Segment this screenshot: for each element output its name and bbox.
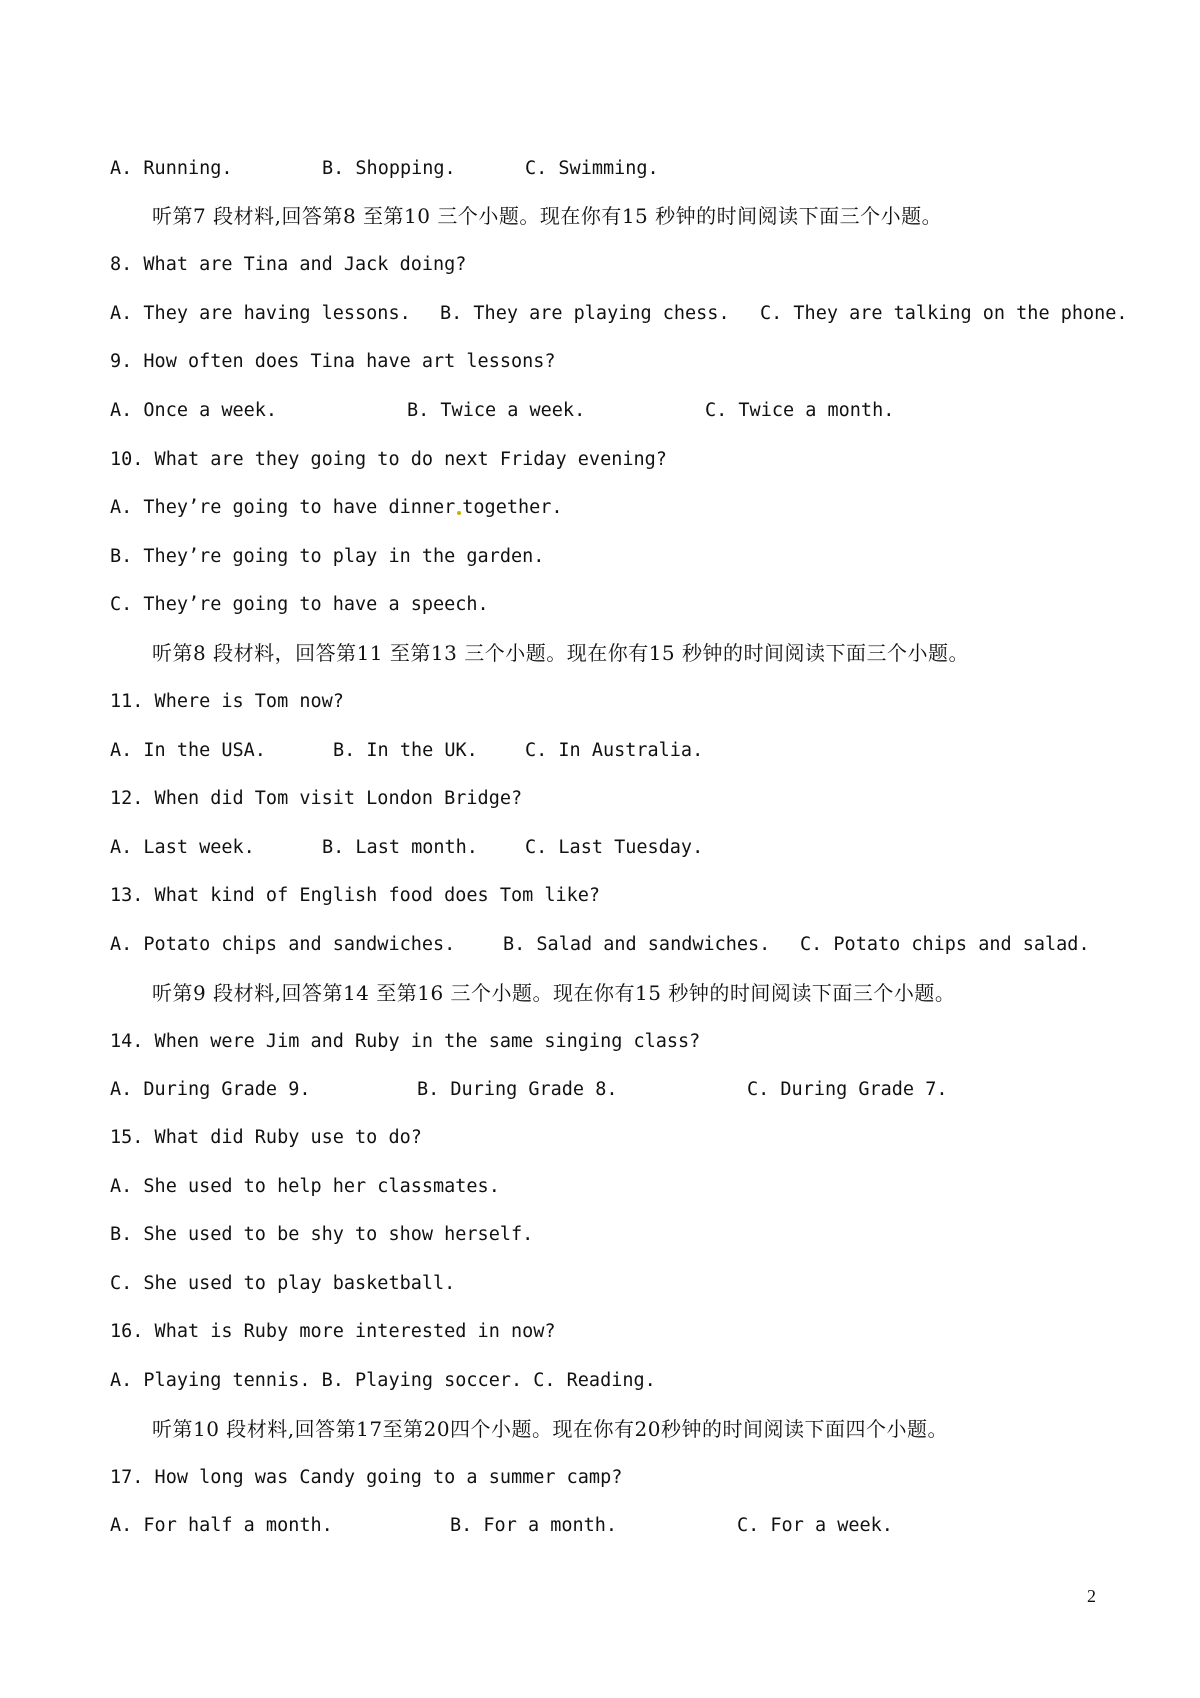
- q17-option-c: C. For a week.: [737, 1515, 893, 1536]
- q13-question: 13. What kind of English food does Tom like?: [110, 885, 601, 906]
- q13-option-a: A. Potato chips and sandwiches.: [110, 934, 456, 955]
- q7-option-a: A. Running.: [110, 158, 233, 179]
- q10-option-a-end: together.: [462, 497, 563, 518]
- section-7-instruction: 听第7 段材料,回答第8 至第10 三个小题。现在你有15 秒钟的时间阅读下面三个小题。: [152, 204, 943, 228]
- q8-option-a: A. They are having lessons.: [110, 303, 411, 324]
- q7-option-b: B. Shopping.: [322, 158, 456, 179]
- section-8-instruction: 听第8 段材料，回答第11 至第13 三个小题。现在你有15 秒钟的时间阅读下面三个小题。: [152, 641, 970, 665]
- q15-option-b: B. She used to be shy to show herself.: [110, 1224, 534, 1245]
- q7-option-c: C. Swimming.: [525, 158, 659, 179]
- q15-question: 15. What did Ruby use to do?: [110, 1127, 422, 1148]
- q8-question: 8. What are Tina and Jack doing?: [110, 254, 467, 275]
- q11-option-c: C. In Australia.: [525, 740, 704, 761]
- q9-question: 9. How often does Tina have art lessons?: [110, 351, 556, 372]
- highlight-mark: [457, 511, 461, 515]
- q16-question: 16. What is Ruby more interested in now?: [110, 1321, 556, 1342]
- q14-option-c: C. During Grade 7.: [747, 1079, 948, 1100]
- q17-option-b: B. For a month.: [450, 1515, 618, 1536]
- q10-option-a: [110, 496, 563, 520]
- q16-options: A. Playing tennis. B. Playing soccer. C. Reading.: [110, 1370, 656, 1391]
- q9-option-b: B. Twice a week.: [407, 400, 586, 421]
- q17-option-a: A. For half a month.: [110, 1515, 333, 1536]
- section-10-instruction: 听第10 段材料,回答第17至第20四个小题。现在你有20秒钟的时间阅读下面四个小题。: [152, 1417, 949, 1441]
- q14-option-a: A. During Grade 9.: [110, 1079, 311, 1100]
- q8-option-c: C. They are talking on the phone.: [760, 303, 1128, 324]
- q12-question: 12. When did Tom visit London Bridge?: [110, 788, 523, 809]
- q10-option-c: C. They’re going to have a speech.: [110, 594, 489, 615]
- q15-option-c: C. She used to play basketball.: [110, 1273, 456, 1294]
- q14-option-b: B. During Grade 8.: [417, 1079, 618, 1100]
- q9-option-a: A. Once a week.: [110, 400, 278, 421]
- section-9-instruction: 听第9 段材料,回答第14 至第16 三个小题。现在你有15 秒钟的时间阅读下面三个小题。: [152, 981, 956, 1005]
- q12-option-b: B. Last month.: [322, 837, 478, 858]
- q10-option-b: B. They’re going to play in the garden.: [110, 546, 545, 567]
- q11-option-a: A. In the USA.: [110, 740, 266, 761]
- q13-option-b: B. Salad and sandwiches.: [503, 934, 771, 955]
- q11-question: 11. Where is Tom now?: [110, 691, 344, 712]
- q10-option-a-start: A. They’re going to have dinner: [110, 497, 456, 518]
- q9-option-c: C. Twice a month.: [705, 400, 895, 421]
- q17-question: 17. How long was Candy going to a summer camp?: [110, 1467, 623, 1488]
- q11-option-b: B. In the UK.: [333, 740, 478, 761]
- q13-option-c: C. Potato chips and salad.: [800, 934, 1090, 955]
- q12-option-c: C. Last Tuesday.: [525, 837, 704, 858]
- q14-question: 14. When were Jim and Ruby in the same singing class?: [110, 1031, 701, 1052]
- q10-question: 10. What are they going to do next Friday evening?: [110, 449, 667, 470]
- q12-option-a: A. Last week.: [110, 837, 255, 858]
- q15-option-a: A. She used to help her classmates.: [110, 1176, 500, 1197]
- q8-option-b: B. They are playing chess.: [440, 303, 730, 324]
- page-number: 2: [1087, 1586, 1096, 1606]
